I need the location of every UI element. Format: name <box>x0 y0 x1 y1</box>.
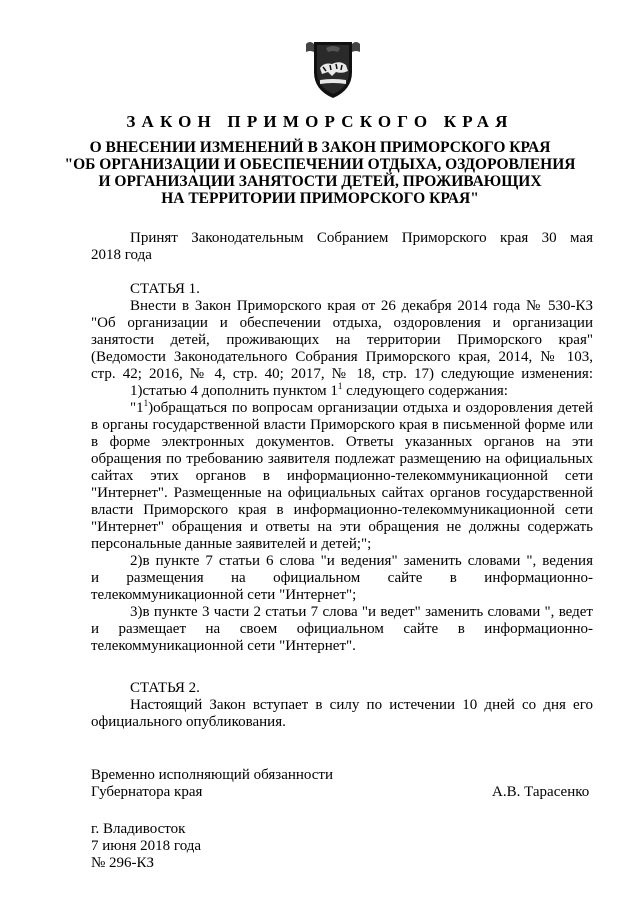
law-title: ЗАКОН ПРИМОРСКОГО КРАЯ <box>126 112 514 131</box>
quote-line: "$1^1)обращаться$ по вопросам организации отдыха и оздоровления детей <box>130 398 593 416</box>
article-2-heading: СТАТЬЯ 2. <box>130 680 200 696</box>
issue-date: 7 июня 2018 года <box>91 838 202 854</box>
body-line: занятости детей, проживающих на территории Приморского края" <box>91 332 593 348</box>
item-3-line: телекоммуникационной сети "Интернет". <box>91 638 356 654</box>
item-1-line: 1)статью 4 дополнить пунктом $1^1$ следующего содержания: <box>130 381 508 399</box>
body-line: стр. 42; 2016, № 4, стр. 40; 2017, № 18, стр. 17) следующие изменения: <box>91 366 593 382</box>
body-line: официального опубликования. <box>91 714 286 730</box>
adopted-line: 2018 года <box>91 247 152 263</box>
law-number: № 296-КЗ <box>91 855 155 871</box>
subtitle-line: И ОРГАНИЗАЦИИ ЗАНЯТОСТИ ДЕТЕЙ, ПРОЖИВАЮЩИХ <box>98 173 542 190</box>
item-2-line: 2)в пункте 7 статьи 6 слова "и ведения" заменить словами ", ведения <box>130 553 593 569</box>
position-line: Временно исполняющий обязанности <box>91 767 334 783</box>
quote-line: власти Приморского края в информационно-телекоммуникационной сети <box>91 502 593 518</box>
item-2-line: и размещения на официальном сайте в информационно- <box>91 570 593 586</box>
subtitle-line: "ОБ ОРГАНИЗАЦИИ И ОБЕСПЕЧЕНИИ ОТДЫХА, ОЗДОРОВЛЕНИЯ <box>64 156 576 173</box>
item-3-line: 3)в пункте 3 части 2 статьи 7 слова "и ведет" заменить словами ", ведет <box>130 604 593 620</box>
body-line: "Об организации и обеспечении отдыха, оздоровления и организации <box>91 315 593 331</box>
subtitle-line: НА ТЕРРИТОРИИ ПРИМОРСКОГО КРАЯ" <box>161 190 479 207</box>
quote-line: в органы государственной власти Приморского края в письменной форме или <box>91 417 593 433</box>
signatory-name: А.В. Тарасенко <box>492 784 590 800</box>
article-2-body <box>91 697 593 731</box>
item-3-line: и размещает на своем официальном сайте в информационно- <box>91 621 593 637</box>
body-line: Настоящий Закон вступает в силу по истечении 10 дней со дня его <box>130 697 593 713</box>
adopted-statement <box>91 230 593 264</box>
subtitle-line: О ВНЕСЕНИИ ИЗМЕНЕНИЙ В ЗАКОН ПРИМОРСКОГО КРАЯ <box>89 139 551 156</box>
coat-of-arms-icon <box>306 38 360 100</box>
quote-line: в форме электронных документов. Ответы указанных органов на эти <box>91 434 593 450</box>
quote-line: персональные данные заявителей и детей;"; <box>91 536 372 552</box>
adopted-line: Принят Законодательным Собранием Приморского края 30 мая <box>130 230 593 246</box>
quote-line: "Интернет" обращения и ответы на эти обращения не должны содержать <box>91 519 593 535</box>
position-line: Губернатора края <box>91 784 203 800</box>
quote-line: обращения по требованию заявителя подлежат размещению на официальных <box>91 451 593 467</box>
body-line: (Ведомости Законодательного Собрания Приморского края, 2014, № 103, <box>91 349 593 365</box>
body-line: Внести в Закон Приморского края от 26 декабря 2014 года № 530-КЗ <box>130 298 593 314</box>
issue-city: г. Владивосток <box>91 821 186 837</box>
law-subtitle <box>60 139 580 207</box>
quote-line: сайтах этих органов в информационно-телекоммуникационной сети <box>91 468 593 484</box>
quote-line: "Интернет". Размещенные на официальных сайтах органов государственной <box>91 485 593 501</box>
signatory-position <box>91 767 333 801</box>
item-2-line: телекоммуникационной сети "Интернет"; <box>91 587 357 603</box>
article-1-heading: СТАТЬЯ 1. <box>130 281 200 297</box>
issue-details <box>91 821 201 872</box>
article-1-body <box>91 298 593 655</box>
